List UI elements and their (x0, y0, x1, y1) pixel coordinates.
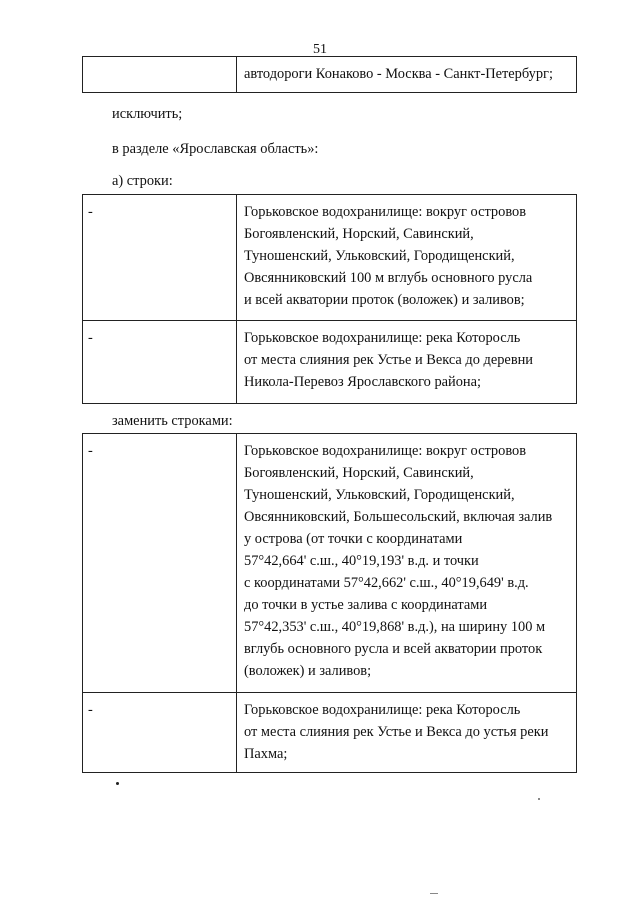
text-line: Пахма; (244, 746, 288, 762)
text-line: с координатами 57°42,662' с.ш., 40°19,649' в.д. (244, 575, 529, 591)
table-cell-left: - (83, 693, 237, 773)
paragraph-replace: заменить строками: (112, 413, 233, 429)
table-row (83, 57, 577, 93)
top-table (82, 56, 577, 93)
text-line: у острова (от точки с координатами (244, 531, 463, 547)
text-line: Овсянниковский, Большесольский, включая залив (244, 509, 553, 525)
text-line: (воложек) и заливов; (244, 663, 372, 679)
table-cell-left: - (83, 434, 237, 693)
text-line: от места слияния рек Устье и Векса до деревни (244, 352, 534, 368)
text-line: Горьковское водохранилище: вокруг островов (244, 204, 527, 220)
stray-dot (116, 782, 119, 785)
table-row (83, 434, 577, 693)
text-line: автодороги Конаково - Москва - Санкт-Петербург; (244, 66, 553, 82)
text-line: Никола-Перевоз Ярославского района; (244, 374, 482, 390)
text-line: Туношенский, Ульковский, Городищенский, (244, 487, 515, 503)
table-cell-right (237, 693, 577, 773)
table-cell-right (237, 57, 577, 93)
text-line: Горьковское водохранилище: вокруг островов (244, 443, 527, 459)
text-line: и всей акватории проток (воложек) и заливов; (244, 292, 525, 308)
table-cell-right (237, 434, 577, 693)
paragraph-rows-a: а) строки: (112, 173, 173, 189)
text-line: Овсянниковский 100 м вглубь основного русла (244, 270, 533, 286)
table-cell-left: - (83, 321, 237, 404)
table-cell-left (83, 57, 237, 93)
paragraph-exclude: исключить; (112, 106, 183, 122)
scan-speck (430, 893, 438, 894)
text-line: вглубь основного русла и всей акватории проток (244, 641, 543, 657)
paragraph-section: в разделе «Ярославская область»: (112, 141, 319, 157)
scan-speck (538, 798, 540, 800)
table-row (83, 195, 577, 321)
text-line: Горьковское водохранилище: река Которосль (244, 702, 521, 718)
table-row (83, 321, 577, 404)
table-row (83, 693, 577, 773)
table-cell-right (237, 195, 577, 321)
page-number: 51 (313, 42, 327, 57)
text-line: Горьковское водохранилище: река Которосль (244, 330, 521, 346)
text-line: 57°42,353' с.ш., 40°19,868' в.д.), на ширину 100 м (244, 619, 546, 635)
text-line: 57°42,664' с.ш., 40°19,193' в.д. и точки (244, 553, 479, 569)
text-line: Богоявленский, Норский, Савинский, (244, 226, 474, 242)
table-cell-right (237, 321, 577, 404)
table-cell-left: - (83, 195, 237, 321)
text-line: Туношенский, Ульковский, Городищенский, (244, 248, 515, 264)
table-b (82, 433, 577, 773)
text-line: Богоявленский, Норский, Савинский, (244, 465, 474, 481)
table-a (82, 194, 577, 404)
text-line: от места слияния рек Устье и Векса до устья реки (244, 724, 549, 740)
text-line: до точки в устье залива с координатами (244, 597, 488, 613)
